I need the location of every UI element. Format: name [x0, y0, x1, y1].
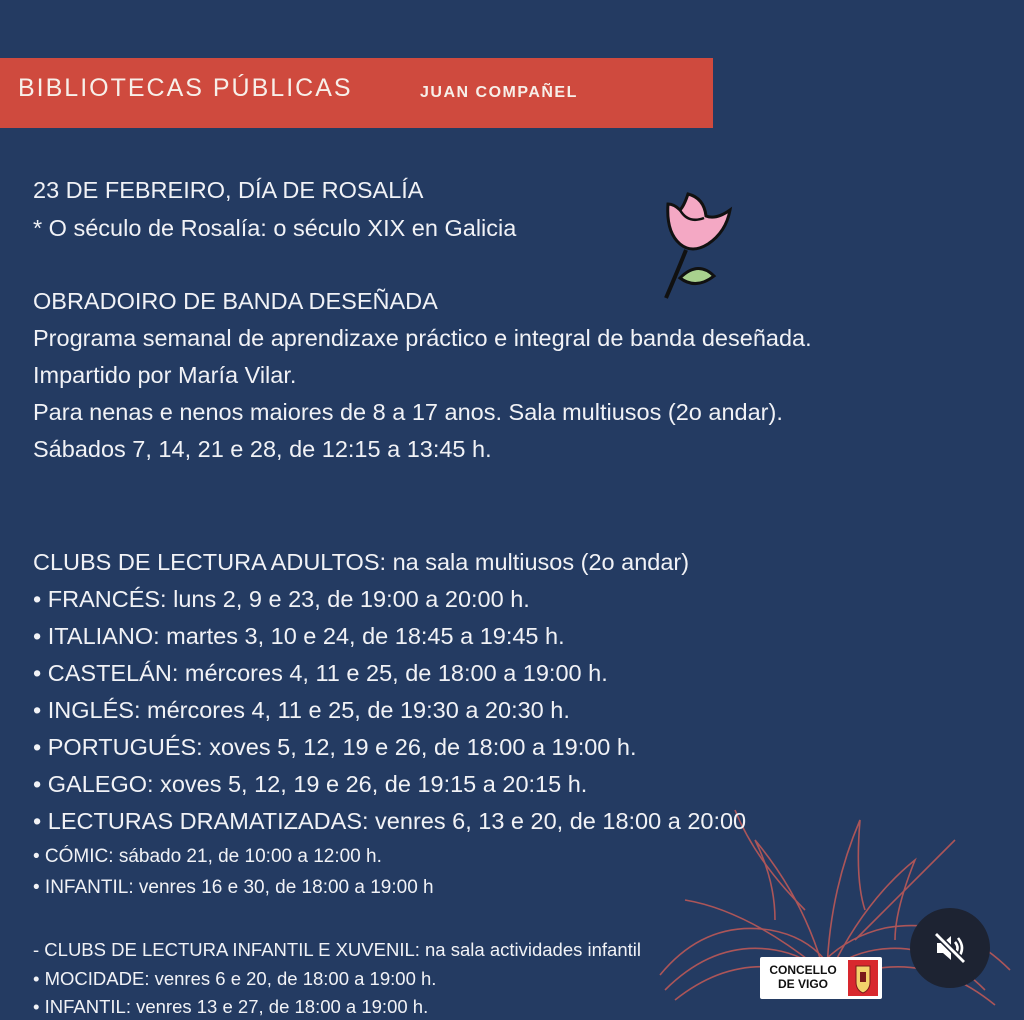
- list-item: • FRANCÉS: luns 2, 9 e 23, de 19:00 a 20:00 h.: [33, 586, 530, 612]
- list-item: • LECTURAS DRAMATIZADAS: venres 6, 13 e 20, de 18:00 a 20:00: [33, 808, 747, 834]
- coat-of-arms-icon: [848, 960, 878, 996]
- event-title: 23 DE FEBREIRO, DÍA DE ROSALÍA: [33, 177, 424, 203]
- speaker-muted-icon: [932, 930, 968, 966]
- banner-title: BIBLIOTECAS PÚBLICAS: [18, 74, 353, 102]
- list-item: • ITALIANO: martes 3, 10 e 24, de 18:45 a 19:45 h.: [33, 623, 565, 649]
- logo-line-1: CONCELLO: [769, 963, 837, 977]
- event-subtitle: * O século de Rosalía: o século XIX en Galicia: [33, 215, 517, 241]
- concello-de-vigo-logo: [760, 957, 882, 999]
- mute-button[interactable]: [910, 908, 990, 988]
- rose-icon: [658, 190, 738, 305]
- clubs-youth-title: - CLUBS DE LECTURA INFANTIL E XUVENIL: na sala actividades infantil: [33, 939, 641, 960]
- workshop-schedule: Sábados 7, 14, 21 e 28, de 12:15 a 13:45 h.: [33, 436, 492, 462]
- list-item: • INFANTIL: venres 16 e 30, de 18:00 a 19:00 h: [33, 877, 434, 898]
- list-item: • CASTELÁN: mércores 4, 11 e 25, de 18:00 a 19:00 h.: [33, 660, 608, 686]
- list-item: • PORTUGUÉS: xoves 5, 12, 19 e 26, de 18:00 a 19:00 h.: [33, 734, 637, 760]
- clubs-adults-title: CLUBS DE LECTURA ADULTOS: na sala multiusos (2o andar): [33, 549, 690, 575]
- list-item: • MOCIDADE: venres 6 e 20, de 18:00 a 19:00 h.: [33, 968, 437, 989]
- list-item: • INGLÉS: mércores 4, 11 e 25, de 19:30 a 20:30 h.: [33, 697, 570, 723]
- workshop-audience: Para nenas e nenos maiores de 8 a 17 anos. Sala multiusos (2o andar).: [33, 399, 783, 425]
- list-item: • INFANTIL: venres 13 e 27, de 18:00 a 19:00 h.: [33, 996, 429, 1017]
- list-item: • CÓMIC: sábado 21, de 10:00 a 12:00 h.: [33, 846, 382, 867]
- workshop-title: OBRADOIRO DE BANDA DESEÑADA: [33, 288, 438, 314]
- logo-line-2: DE VIGO: [777, 977, 828, 991]
- workshop-instructor: Impartido por María Vilar.: [33, 362, 297, 388]
- list-item: • GALEGO: xoves 5, 12, 19 e 26, de 19:15 a 20:15 h.: [33, 771, 588, 797]
- workshop-description: Programa semanal de aprendizaxe práctico e integral de banda deseñada.: [33, 325, 812, 351]
- banner-subtitle: JUAN COMPAÑEL: [420, 84, 578, 101]
